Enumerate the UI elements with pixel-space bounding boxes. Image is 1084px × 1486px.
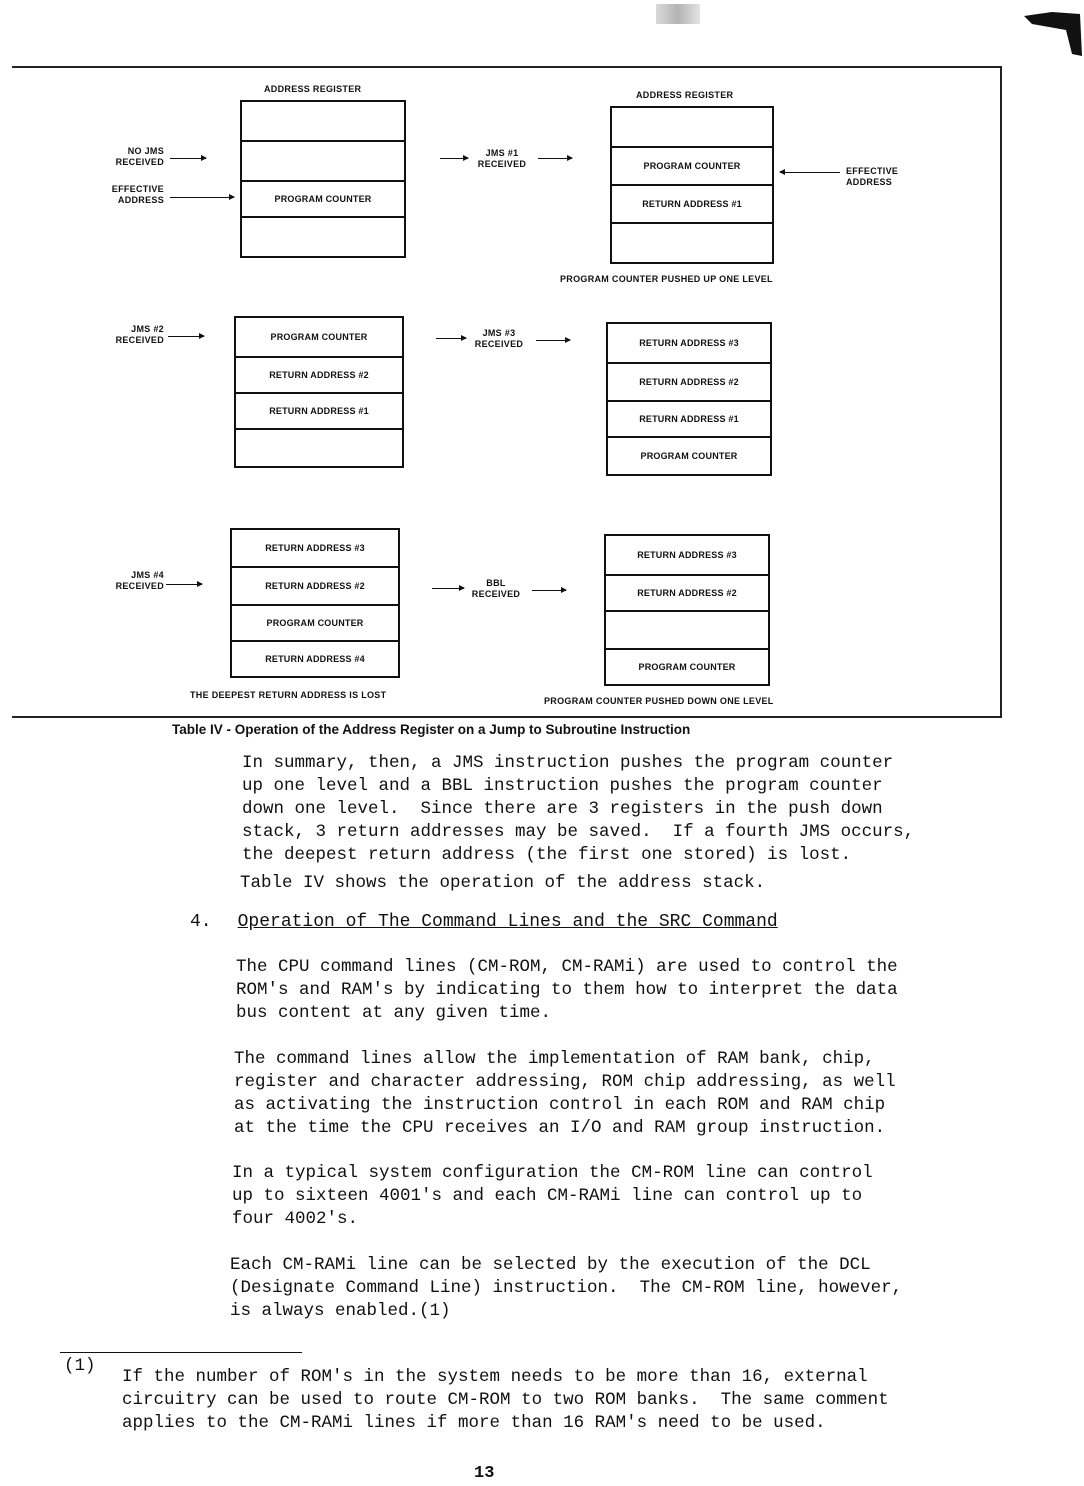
register-cell bbox=[242, 142, 404, 182]
register-cell: RETURN ADDRESS #4 bbox=[265, 654, 365, 664]
scan-artifact bbox=[656, 4, 700, 24]
paragraph: In a typical system configuration the CM-ROM line can control up to sixteen 4001's and each CM-RAMi line can control up to four 4002's. bbox=[232, 1163, 873, 1229]
register-stack bbox=[240, 100, 406, 258]
register-stack bbox=[234, 316, 404, 468]
register-stack bbox=[230, 528, 400, 678]
register-cell bbox=[606, 612, 768, 650]
paragraph: The CPU command lines (CM-ROM, CM-RAMi) are used to control the ROM's and RAM's by indicating to them how to interpret the data bus content at any given time. bbox=[236, 957, 898, 1023]
register-cell: PROGRAM COUNTER bbox=[232, 606, 398, 642]
register-cell: RETURN ADDRESS #3 bbox=[606, 536, 768, 576]
register-cell bbox=[612, 108, 772, 148]
register-cell: RETURN ADDRESS #2 bbox=[608, 364, 770, 402]
footnote-text: If the number of ROM's in the system needs to be more than 16, external circuitry can be used to route CM-ROM to two ROM banks. The same comment applies to the CM-RAMi lines if more than 16 RAM's need to be used. bbox=[122, 1367, 889, 1433]
section-heading bbox=[190, 912, 778, 932]
caption-text: - Operation of the Address Register on a Jump to Subroutine Instruction bbox=[222, 722, 691, 737]
arrow bbox=[168, 336, 204, 337]
arrow bbox=[432, 588, 464, 589]
panel1-left-label-bottom: EFFECTIVE ADDRESS bbox=[111, 184, 164, 205]
register-stack bbox=[606, 322, 772, 476]
panel1-left-label-top: NO JMS RECEIVED bbox=[115, 146, 164, 167]
panel1-right-header: ADDRESS REGISTER bbox=[636, 90, 734, 100]
register-cell: RETURN ADDRESS #2 bbox=[606, 576, 768, 612]
table-reference: Table IV shows the operation of the address stack. bbox=[240, 873, 766, 893]
register-cell bbox=[236, 430, 402, 466]
transition1-label: JMS #1 RECEIVED bbox=[477, 148, 527, 169]
register-cell: RETURN ADDRESS #2 bbox=[232, 568, 398, 606]
register-cell: PROGRAM COUNTER bbox=[612, 148, 772, 186]
paragraph: The command lines allow the implementation of RAM bank, chip, register and character addressing, ROM chip addressing, as well as activating the instruction control in each ROM and RAM chip at the time the CPU receives an I/O and RAM group instruction. bbox=[234, 1049, 896, 1138]
register-cell: PROGRAM COUNTER bbox=[236, 318, 402, 358]
register-cell: RETURN ADDRESS #3 bbox=[232, 530, 398, 568]
register-cell: RETURN ADDRESS #1 bbox=[236, 394, 402, 430]
register-cell bbox=[242, 102, 404, 142]
register-cell: RETURN ADDRESS #1 bbox=[612, 186, 772, 224]
figure-caption bbox=[172, 722, 690, 737]
footnote-rule bbox=[60, 1352, 302, 1353]
register-stack bbox=[604, 534, 770, 686]
arrow bbox=[536, 340, 570, 341]
panel3-left-label: JMS #4 RECEIVED bbox=[115, 570, 164, 591]
arrow bbox=[532, 590, 566, 591]
register-stack bbox=[610, 106, 774, 264]
register-cell: RETURN ADDRESS #1 bbox=[608, 402, 770, 438]
register-cell bbox=[242, 218, 404, 256]
panel1-right-note: PROGRAM COUNTER PUSHED UP ONE LEVEL bbox=[560, 274, 773, 284]
register-cell: PROGRAM COUNTER bbox=[638, 662, 736, 672]
section-number: 4. bbox=[190, 912, 212, 932]
summary-paragraph: In summary, then, a JMS instruction pushes the program counter up one level and a BBL instruction pushes the program counter down one level. Since there are 3 registers in the push down stack, 3 return addresses may be saved. If a fourth JMS occurs, the deepest return address (the first one stored) is lost. bbox=[242, 753, 915, 865]
page-number: 13 bbox=[474, 1464, 495, 1483]
transition2-label: JMS #3 RECEIVED bbox=[474, 328, 524, 349]
transition3-label: BBL RECEIVED bbox=[471, 578, 521, 599]
register-cell: RETURN ADDRESS #3 bbox=[608, 324, 770, 364]
register-cell: PROGRAM COUNTER bbox=[242, 182, 404, 218]
footnote-marker: (1) bbox=[64, 1356, 96, 1376]
section-title: Operation of The Command Lines and the SRC Command bbox=[237, 912, 778, 932]
register-cell: PROGRAM COUNTER bbox=[640, 451, 738, 461]
panel3-right-note: PROGRAM COUNTER PUSHED DOWN ONE LEVEL bbox=[544, 696, 774, 706]
register-cell bbox=[612, 224, 772, 262]
arrow bbox=[436, 338, 466, 339]
panel1-left-header: ADDRESS REGISTER bbox=[264, 84, 362, 94]
register-cell: RETURN ADDRESS #2 bbox=[236, 358, 402, 394]
arrow bbox=[440, 158, 468, 159]
arrow bbox=[166, 584, 202, 585]
scan-artifact-corner bbox=[1022, 10, 1084, 58]
panel1-right-effective-label: EFFECTIVE ADDRESS bbox=[846, 166, 899, 187]
caption-prefix: Table IV bbox=[172, 722, 223, 737]
paragraph: Each CM-RAMi line can be selected by the execution of the DCL (Designate Command Line) instruction. The CM-ROM line, however, is always enabled.(1) bbox=[230, 1255, 903, 1321]
panel3-left-note: THE DEEPEST RETURN ADDRESS IS LOST bbox=[190, 690, 387, 700]
arrow bbox=[780, 172, 840, 173]
panel2-left-label: JMS #2 RECEIVED bbox=[115, 324, 164, 345]
arrow bbox=[170, 158, 206, 159]
arrow bbox=[538, 158, 572, 159]
arrow bbox=[170, 197, 234, 198]
